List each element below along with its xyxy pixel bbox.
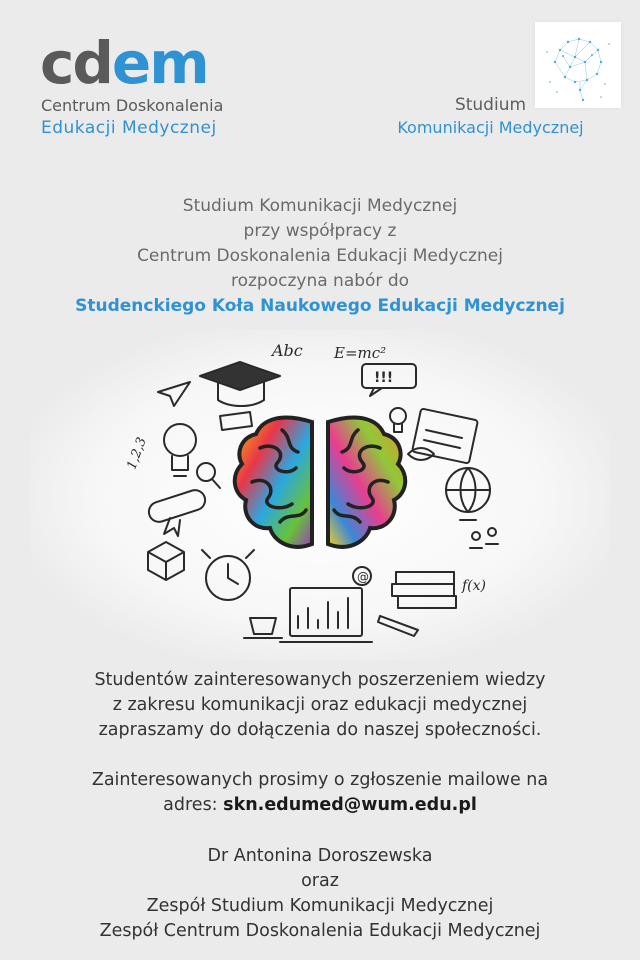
headline-line-2: przy współpracy z xyxy=(243,221,397,241)
logo-mark-gray: cd xyxy=(40,29,112,97)
numbers-label: 1,2,3 xyxy=(124,435,150,472)
signature-team-2: Zespół Centrum Doskonalenia Edukacji Medycznej xyxy=(99,921,541,941)
fx-label: f(x) xyxy=(462,578,487,594)
signature-conjunction: oraz xyxy=(301,871,339,891)
study-label-2: Komunikacji Medycznej xyxy=(397,118,584,137)
email-link[interactable]: skn.edumed@wum.edu.pl xyxy=(223,795,477,815)
formula-label: E=mc² xyxy=(334,344,387,362)
abc-label: Abc xyxy=(272,341,303,360)
headline-line-4: rozpoczyna nabór do xyxy=(230,271,410,291)
at-label: @ xyxy=(357,570,369,584)
education-illustration xyxy=(30,330,610,660)
logo-subtitle-2: Edukacji Medycznej xyxy=(41,118,217,138)
signature-name: Dr Antonina Doroszewska xyxy=(207,846,433,866)
contact-line-1: Zainteresowanych prosimy o zgłoszenie mailowe na xyxy=(91,770,549,790)
signature-team-1: Zespół Studium Komunikacji Medycznej xyxy=(146,896,494,916)
headline-line-3: Centrum Doskonalenia Edukacji Medycznej xyxy=(137,246,503,266)
contact-line-2 xyxy=(0,795,640,815)
headline-line-1: Studium Komunikacji Medycznej xyxy=(182,196,458,216)
headline-line-5: Studenckiego Koła Naukowego Edukacji Medycznej xyxy=(75,296,565,316)
body-line-1: Studentów zainteresowanych poszerzeniem wiedzy xyxy=(94,670,546,690)
address-prefix: adres: xyxy=(163,795,224,815)
logo-mark-blue: em xyxy=(111,29,208,97)
body-line-3: zapraszamy do dołączenia do naszej społeczności. xyxy=(98,720,542,740)
body-line-2: z zakresu komunikacji oraz edukacji medycznej xyxy=(112,695,528,715)
study-label-1: Studium xyxy=(454,95,527,115)
bubble-label: !!! xyxy=(374,370,394,386)
logo-subtitle-1: Centrum Doskonalenia xyxy=(41,96,224,115)
cdem-logo xyxy=(40,29,208,97)
